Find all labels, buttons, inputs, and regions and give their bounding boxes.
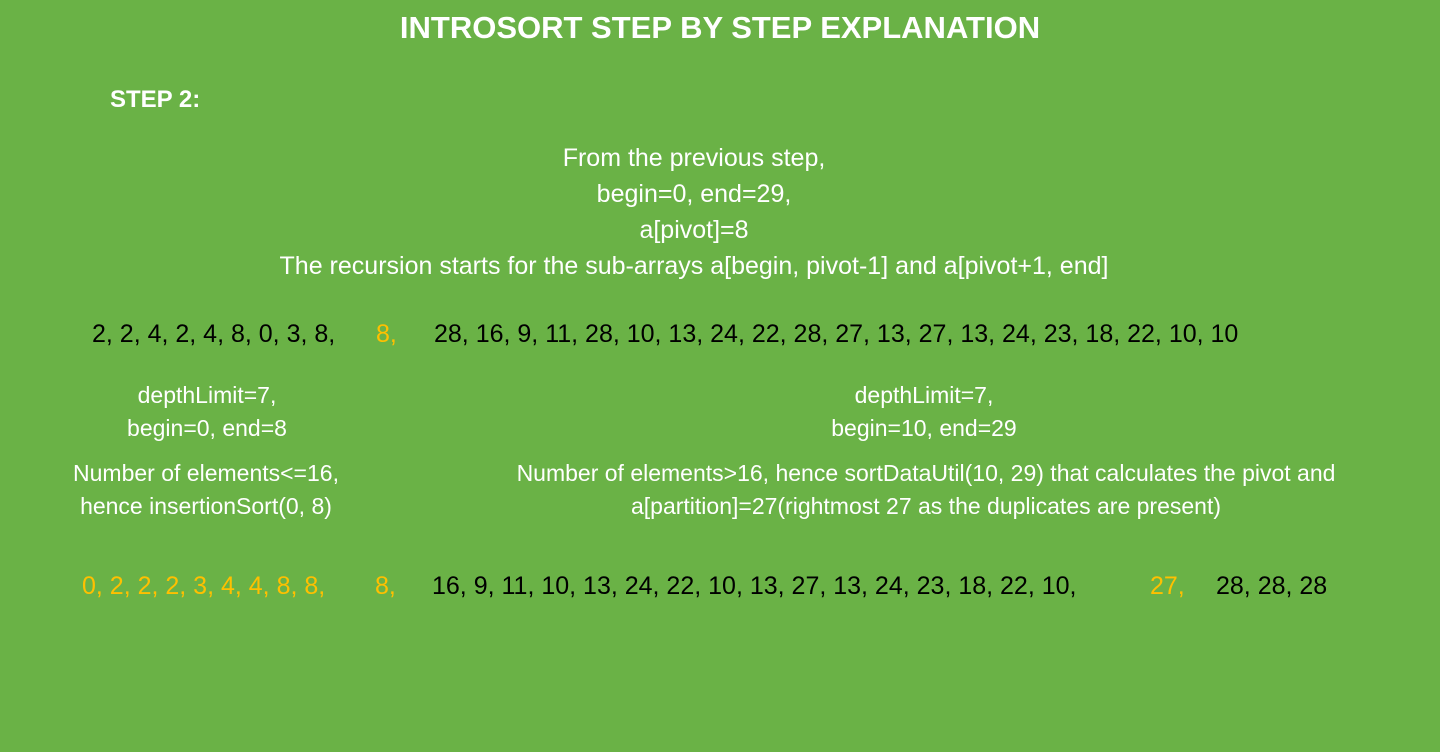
left-action-line: Number of elements<=16, [73,460,339,486]
page-title: INTROSORT STEP BY STEP EXPLANATION [399,10,1041,45]
intro-line: a[pivot]=8 [639,216,749,244]
right-action-line: a[partition]=27(rightmost 27 as the duplicates are present) [630,493,1222,519]
right-depth-limit: depthLimit=7, [854,382,994,408]
intro-text [0,140,1388,284]
left-action-line: hence insertionSort(0, 8) [80,493,332,519]
intro-line: From the previous step, [562,144,826,172]
left-branch-action [56,457,356,523]
left-range: begin=0, end=8 [127,415,287,441]
right-branch-action [466,457,1386,523]
left-branch-params [62,379,352,445]
array-1-right-part: 28, 16, 9, 11, 28, 10, 13, 24, 22, 28, 27, 13, 27, 13, 24, 23, 18, 22, 10, 10 [434,320,1239,348]
left-depth-limit: depthLimit=7, [137,382,277,408]
array-2-pivot: 8, [375,572,396,600]
array-2-right: 28, 28, 28 [1216,572,1328,600]
array-1-left-part: 2, 2, 4, 2, 4, 8, 0, 3, 8, [92,320,336,348]
right-range: begin=10, end=29 [831,415,1017,441]
right-action-line: Number of elements>16, hence sortDataUtil(10, 29) that calculates the pivot and [516,460,1336,486]
array-1-pivot: 8, [376,320,397,348]
intro-line: The recursion starts for the sub-arrays a[begin, pivot-1] and a[pivot+1, end] [279,252,1109,280]
array-2-middle: 16, 9, 11, 10, 13, 24, 22, 10, 13, 27, 13, 24, 23, 18, 22, 10, [432,572,1077,600]
intro-line: begin=0, end=29, [596,180,792,208]
step-label: STEP 2: [110,86,201,113]
array-2-sorted-left: 0, 2, 2, 2, 3, 4, 4, 8, 8, [82,572,326,600]
array-2-partition: 27, [1150,572,1185,600]
right-branch-params [774,379,1074,445]
